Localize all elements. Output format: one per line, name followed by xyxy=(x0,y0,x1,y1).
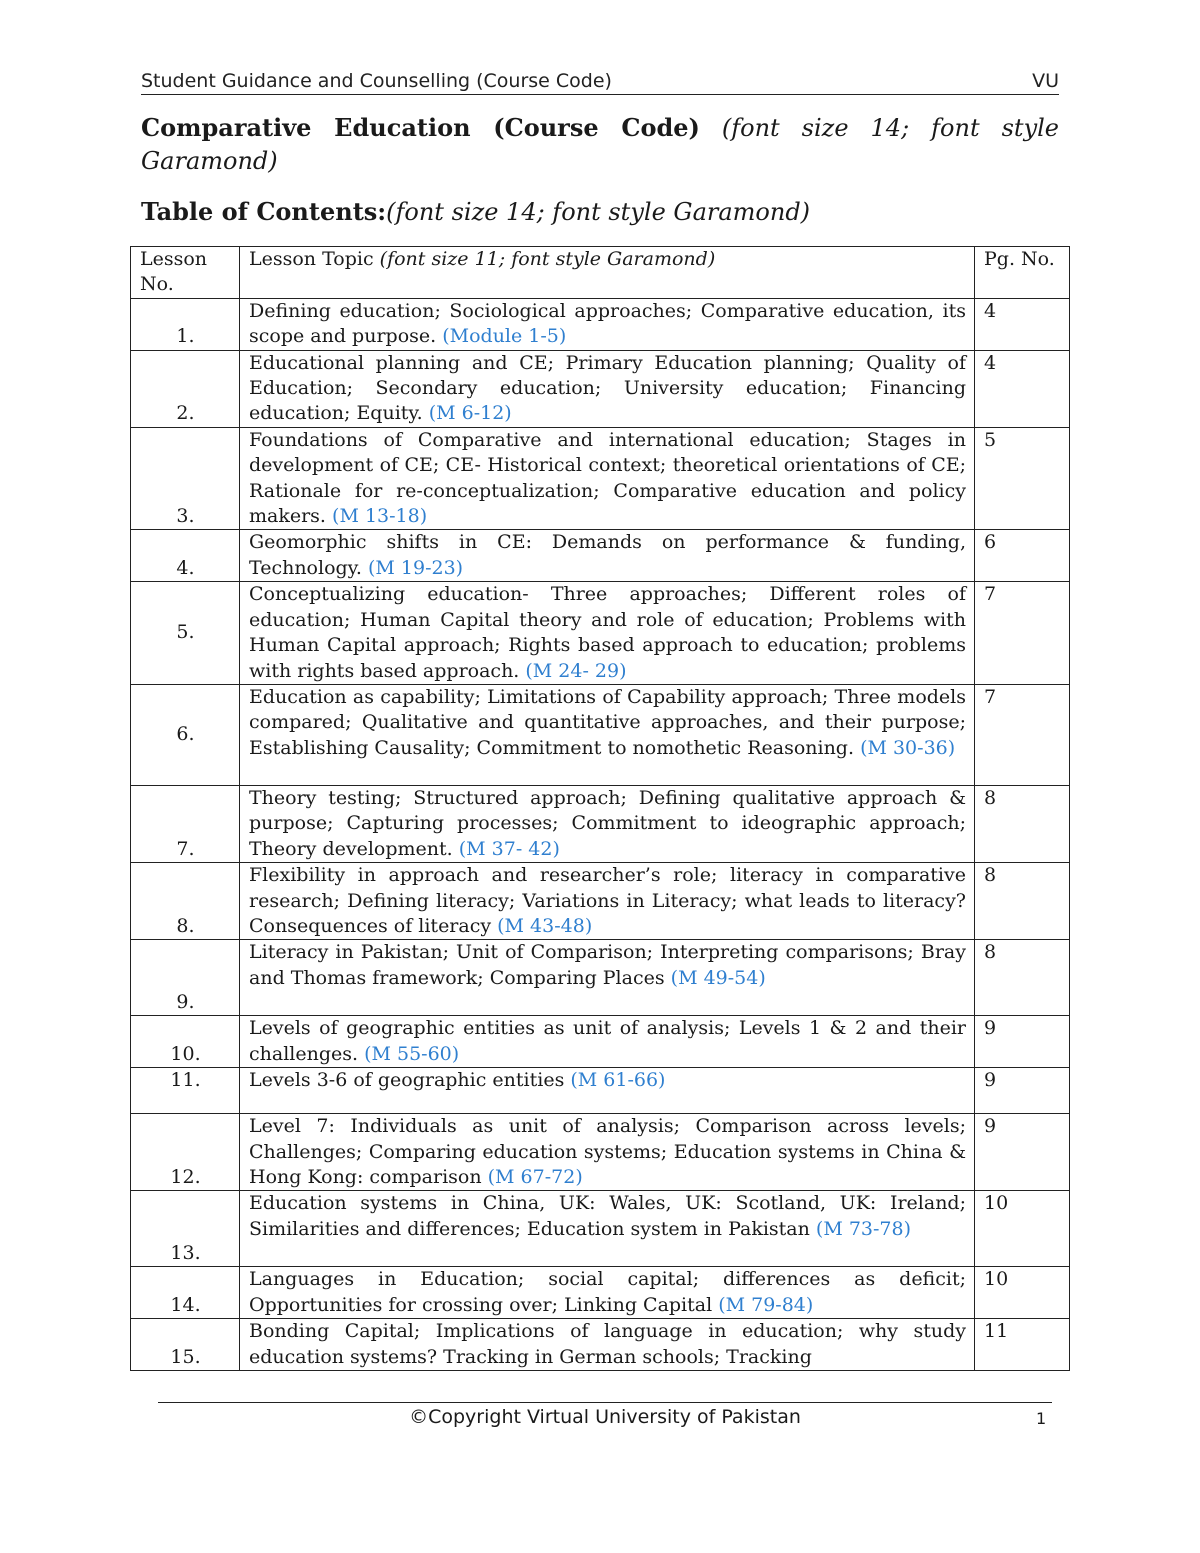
module-range: (Module 1-5) xyxy=(442,325,567,348)
page-no: 8 xyxy=(975,863,1070,940)
footer-copyright: ©Copyright Virtual University of Pakistan xyxy=(409,1406,801,1428)
lesson-topic xyxy=(240,427,975,530)
table-row xyxy=(131,785,1070,862)
lesson-topic xyxy=(240,684,975,785)
lesson-number: 2. xyxy=(131,350,240,427)
page-no: 9 xyxy=(975,1016,1070,1068)
module-range: (M 79-84) xyxy=(718,1293,814,1316)
lesson-topic xyxy=(240,298,975,350)
lesson-number: 6. xyxy=(131,684,240,785)
page-no: 4 xyxy=(975,298,1070,350)
lesson-topic-text: Levels 3-6 of geographic entities xyxy=(249,1069,565,1092)
lesson-number: 9. xyxy=(131,940,240,1016)
table-header-row xyxy=(131,247,1070,299)
lesson-number: 7. xyxy=(131,785,240,862)
footer-divider xyxy=(158,1402,1052,1403)
lesson-topic xyxy=(240,1114,975,1191)
header-topic-note: (font size 11; font style Garamond) xyxy=(379,248,716,270)
lesson-number: 11. xyxy=(131,1068,240,1114)
lesson-topic-text: Education as capability; Limitations of Capability approach; Three models compared; Qualitative and quantitative approaches, and their purpose; Establishing Causality; Commitment to nomothetic Reasoning. xyxy=(249,685,966,759)
lesson-topic-text: Level 7: Individuals as unit of analysis; Comparison across levels; Challenges; Comparing education systems; Education systems in China & Hong Kong: comparison xyxy=(249,1115,966,1188)
page-no: 6 xyxy=(975,530,1070,582)
table-row xyxy=(131,1319,1070,1371)
lesson-number: 1. xyxy=(131,298,240,350)
lesson-number: 10. xyxy=(131,1016,240,1068)
module-range: (M 43-48) xyxy=(497,914,593,937)
lesson-number: 14. xyxy=(131,1267,240,1319)
document-title xyxy=(141,111,1059,178)
header-topic-label: Lesson Topic xyxy=(249,248,374,270)
lesson-topic-text: Educational planning and CE; Primary Education planning; Quality of Education; Secondary education; University education; Financing education; Equity. xyxy=(249,351,966,425)
module-range: (M 37- 42) xyxy=(458,837,560,860)
header-lesson-no: Lesson No. xyxy=(131,247,240,299)
page-no: 10 xyxy=(975,1267,1070,1319)
lesson-topic xyxy=(240,1267,975,1319)
table-row xyxy=(131,1114,1070,1191)
table-row xyxy=(131,1068,1070,1114)
table-row xyxy=(131,684,1070,785)
lesson-topic xyxy=(240,1191,975,1267)
table-row xyxy=(131,1267,1070,1319)
page-no: 8 xyxy=(975,785,1070,862)
table-row xyxy=(131,940,1070,1016)
toc-heading-note: (font size 14; font style Garamond) xyxy=(386,198,811,226)
lesson-topic-text: Defining education; Sociological approaches; Comparative education, its scope and purpose. xyxy=(249,299,966,348)
module-range: (M 61-66) xyxy=(570,1069,666,1092)
lesson-topic xyxy=(240,582,975,685)
module-range: (M 55-60) xyxy=(364,1042,460,1065)
page-no: 7 xyxy=(975,684,1070,785)
toc-table xyxy=(130,246,1070,1371)
page-no: 11 xyxy=(975,1319,1070,1371)
page-no: 4 xyxy=(975,350,1070,427)
course-header: Student Guidance and Counselling (Course Code) xyxy=(141,70,612,92)
table-row xyxy=(131,1191,1070,1267)
module-range: (M 24- 29) xyxy=(525,659,627,682)
lesson-topic-text: Education systems in China, UK: Wales, UK: Scotland, UK: Ireland; Similarities and differences; Education system in Pakistan xyxy=(249,1192,966,1240)
module-range: (M 13-18) xyxy=(332,505,428,528)
page-no: 9 xyxy=(975,1114,1070,1191)
lesson-topic-text: Conceptualizing education- Three approaches; Different roles of education; Human Capital theory and role of education; Problems with Human Capital approach; Rights based approach to education; problems with rights based approach. xyxy=(249,583,966,682)
title-main: Comparative Education (Course Code) xyxy=(141,113,700,142)
module-range: (M 6-12) xyxy=(428,402,512,425)
page-no: 5 xyxy=(975,427,1070,530)
lesson-number: 13. xyxy=(131,1191,240,1267)
lesson-topic-text: Flexibility in approach and researcher’s role; literacy in comparative research; Defining literacy; Variations in Literacy; what leads to literacy? Consequences of literacy xyxy=(249,864,966,937)
lesson-topic xyxy=(240,863,975,940)
table-row xyxy=(131,1016,1070,1068)
lesson-topic xyxy=(240,940,975,1016)
module-range: (M 30-36) xyxy=(860,736,956,759)
table-row xyxy=(131,427,1070,530)
lesson-topic xyxy=(240,1016,975,1068)
header-page-no: Pg. No. xyxy=(975,247,1070,299)
lesson-topic-text: Foundations of Comparative and international education; Stages in development of CE; CE- Historical context; theoretical orientations of CE; Rationale for re-conceptualization; Comparative education and policy makers. xyxy=(249,428,966,528)
page-no: 9 xyxy=(975,1068,1070,1114)
table-row xyxy=(131,582,1070,685)
lesson-topic-text: Literacy in Pakistan; Unit of Comparison; Interpreting comparisons; Bray and Thomas framework; Comparing Places xyxy=(249,941,966,989)
module-range: (M 49-54) xyxy=(670,966,766,989)
lesson-topic xyxy=(240,530,975,582)
lesson-number: 4. xyxy=(131,530,240,582)
lesson-topic-text: Languages in Education; social capital; differences as deficit; Opportunities for crossing over; Linking Capital xyxy=(249,1268,966,1316)
lesson-topic-text: Geomorphic shifts in CE: Demands on performance & funding, Technology. xyxy=(249,531,966,579)
lesson-topic-text: Bonding Capital; Implications of language in education; why study education systems? Tracking in German schools; Tracking xyxy=(249,1320,966,1368)
institution-header: VU xyxy=(1032,70,1059,92)
lesson-number: 8. xyxy=(131,863,240,940)
lesson-number: 3. xyxy=(131,427,240,530)
page-no: 8 xyxy=(975,940,1070,1016)
page-no: 7 xyxy=(975,582,1070,685)
lesson-topic xyxy=(240,785,975,862)
module-range: (M 73-78) xyxy=(815,1217,912,1240)
lesson-topic xyxy=(240,1319,975,1371)
lesson-number: 5. xyxy=(131,582,240,685)
toc-heading xyxy=(141,195,1059,229)
title-note: (font size 14; font style Garamond) xyxy=(141,114,1059,175)
table-row xyxy=(131,298,1070,350)
lesson-number: 15. xyxy=(131,1319,240,1371)
toc-heading-main: Table of Contents: xyxy=(141,197,387,226)
lesson-number: 12. xyxy=(131,1114,240,1191)
module-range: (M 19-23) xyxy=(367,556,464,579)
page-header xyxy=(141,70,1059,95)
module-range: (M 67-72) xyxy=(487,1165,583,1188)
header-topic xyxy=(240,247,975,299)
page-number: 1 xyxy=(1036,1409,1047,1428)
table-row xyxy=(131,530,1070,582)
lesson-topic xyxy=(240,350,975,427)
lesson-topic-text: Theory testing; Structured approach; Defining qualitative approach & purpose; Capturing processes; Commitment to ideographic approach; Theory development. xyxy=(249,786,966,860)
table-row xyxy=(131,863,1070,940)
lesson-topic xyxy=(240,1068,975,1114)
lesson-topic-text: Levels of geographic entities as unit of analysis; Levels 1 & 2 and their challenges. xyxy=(249,1017,966,1065)
page-no: 10 xyxy=(975,1191,1070,1267)
table-row xyxy=(131,350,1070,427)
